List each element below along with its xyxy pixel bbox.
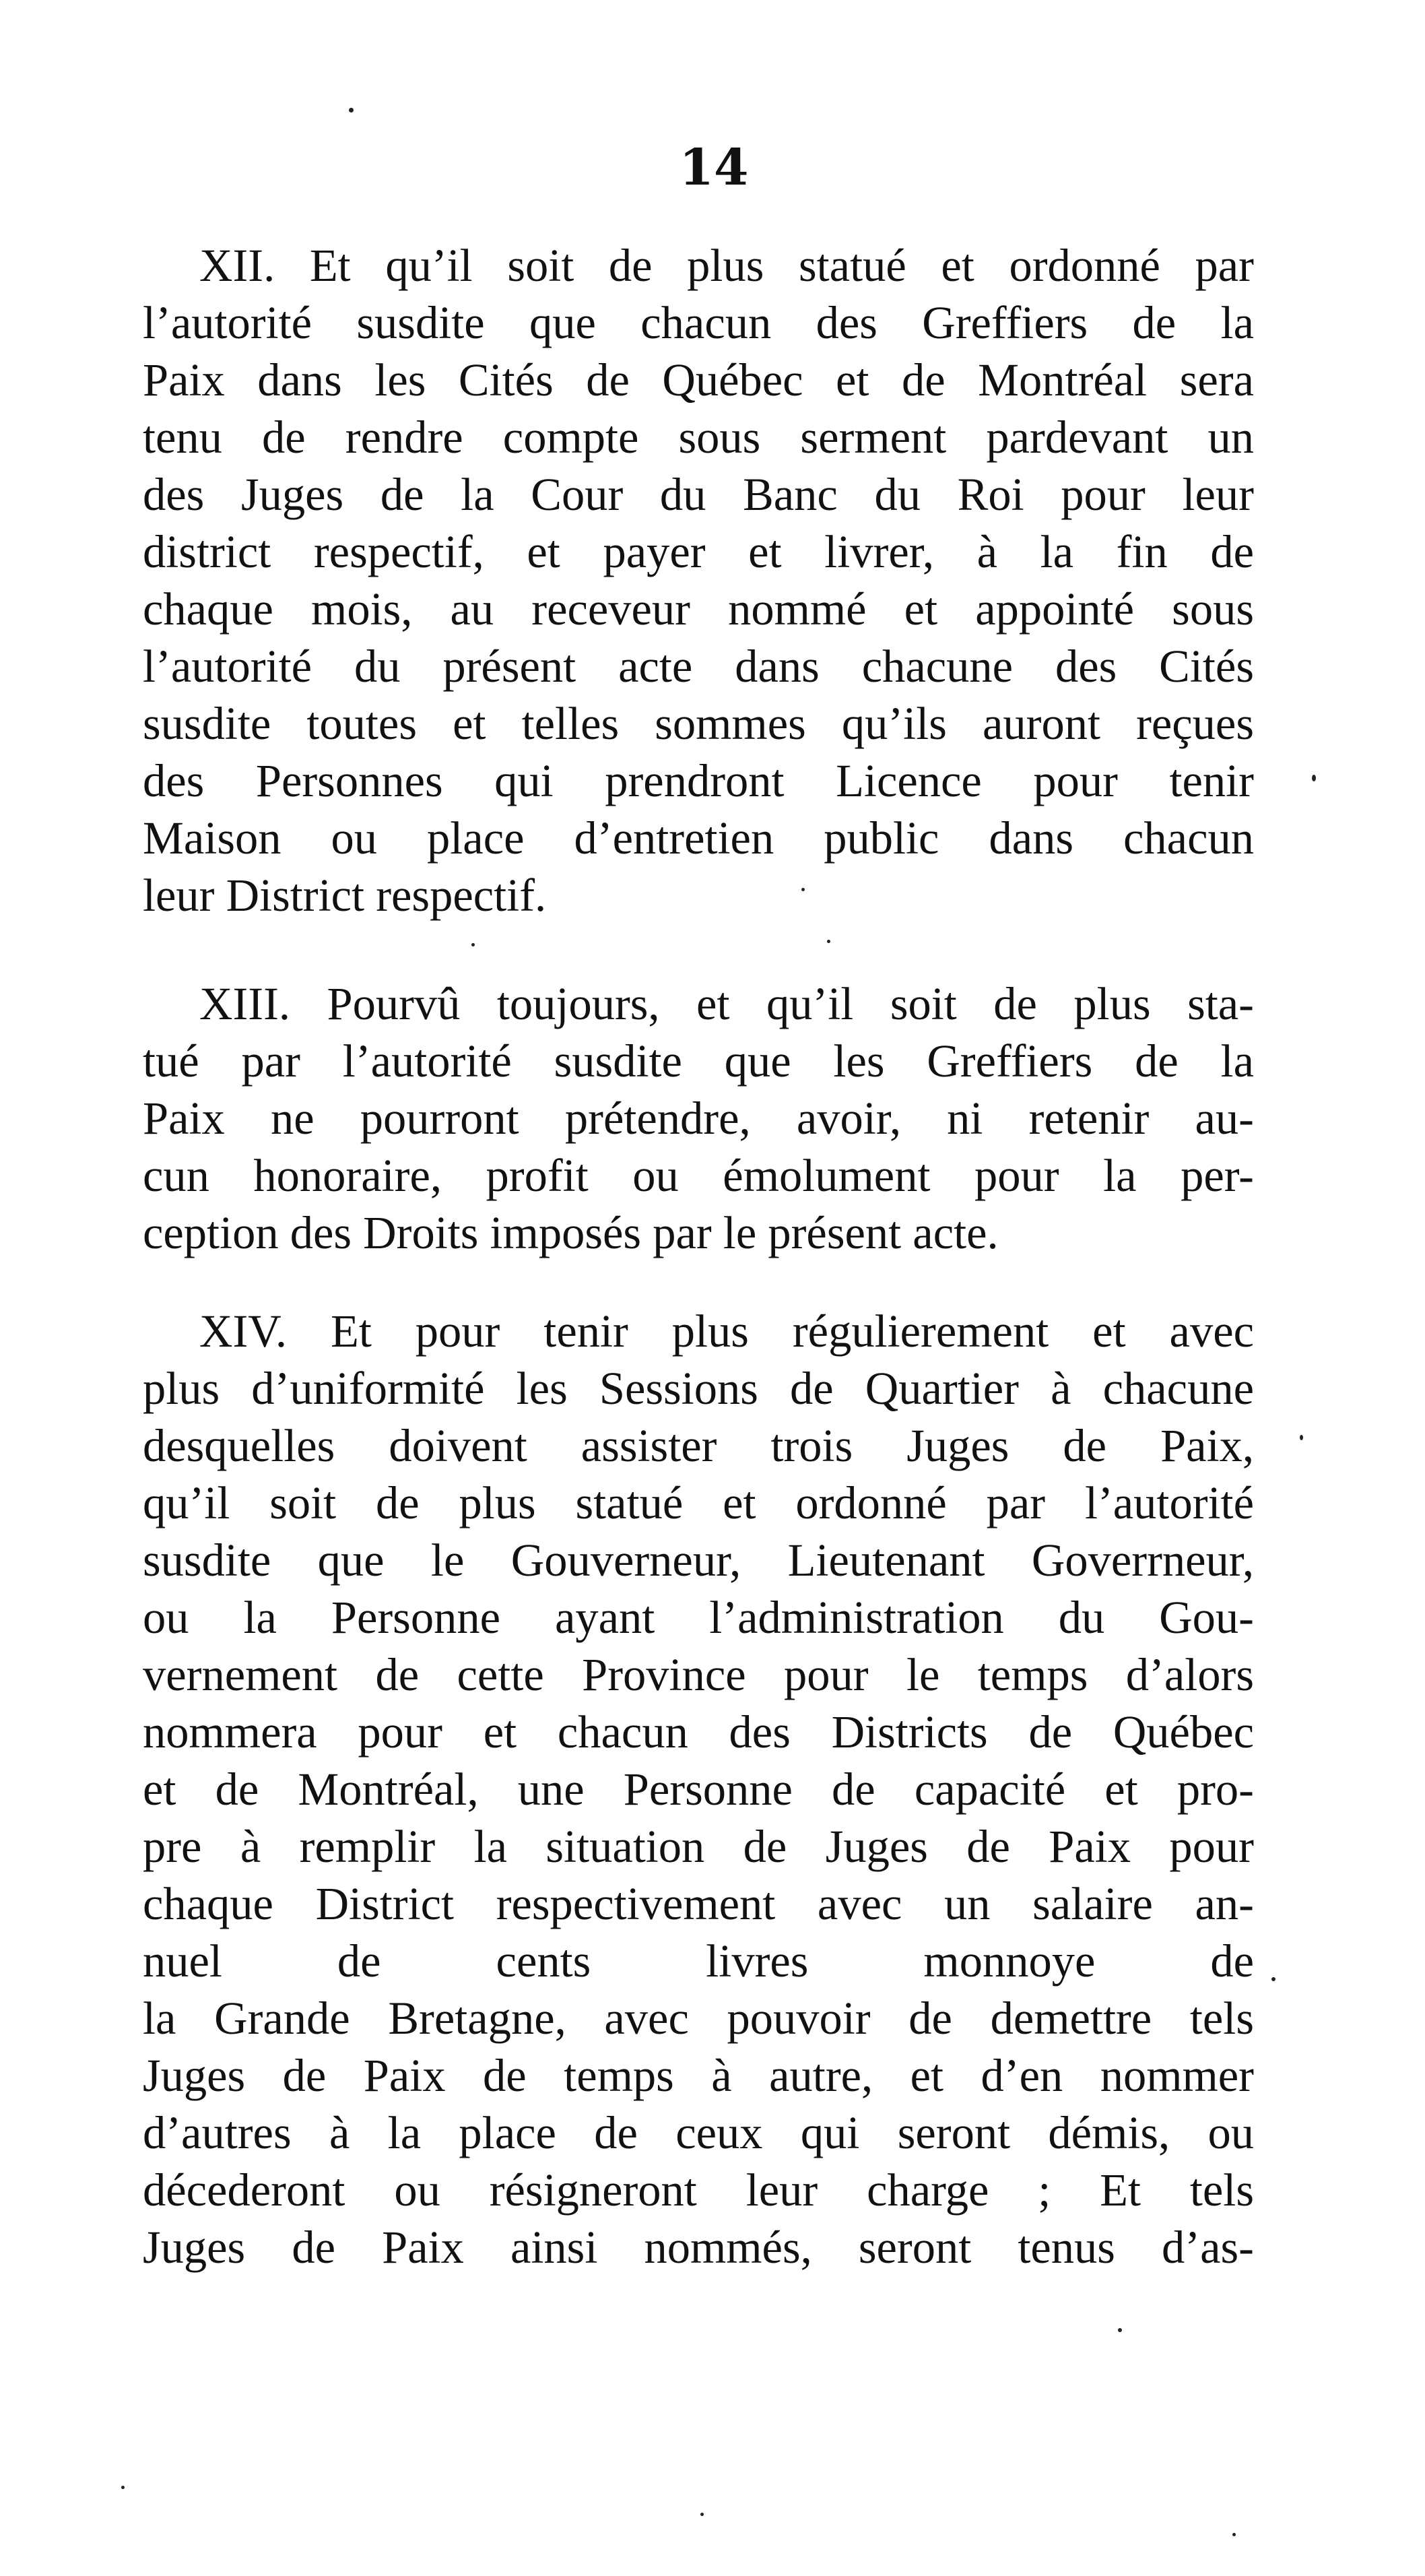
article-line: l’autorité susdite que chacun des Greffiers de la (143, 297, 1254, 348)
article-line: chaque District respectivement avec un salaire an- (143, 1878, 1254, 1929)
scan-speck (1118, 2328, 1122, 2332)
article-line: chaque mois, au receveur nommé et appointé sous (143, 583, 1254, 635)
article-line: tué par l’autorité susdite que les Greffiers de la (143, 1035, 1254, 1087)
scan-speck (827, 940, 830, 943)
article-line: XII. Et qu’il soit de plus statué et ordonné par (199, 240, 1254, 291)
scan-speck (1271, 1977, 1275, 1981)
article-line: des Juges de la Cour du Banc du Roi pour leur (143, 469, 1254, 520)
article-line: ou la Personne ayant l’administration du Gou- (143, 1592, 1254, 1643)
article-line: ception des Droits imposés par le présent acte. (143, 1207, 999, 1258)
scan-speck (801, 888, 805, 891)
article-line: décederont ou résigneront leur charge ; Et tels (143, 2164, 1254, 2216)
article-line: XIV. Et pour tenir plus régulierement et avec (199, 1306, 1254, 1357)
article-line: susdite toutes et telles sommes qu’ils auront reçues (143, 698, 1254, 749)
scan-speck (700, 2513, 704, 2516)
article-line: pre à remplir la situation de Juges de Paix pour (143, 1821, 1254, 1872)
article-xii (143, 237, 1254, 924)
article-line: district respectif, et payer et livrer, à la fin de (143, 526, 1254, 577)
article-xiv (143, 1303, 1254, 2276)
scan-speck (471, 943, 475, 946)
article-line: Paix ne pourront prétendre, avoir, ni retenir au- (143, 1093, 1254, 1144)
article-line: et de Montréal, une Personne de capacité et pro- (143, 1764, 1254, 1815)
article-line: nuel de cents livres monnoye de (143, 1935, 1254, 1987)
scan-speck (1300, 1435, 1303, 1440)
article-line: vernement de cette Province pour le temps d’alors (143, 1649, 1254, 1700)
article-line: leur District respectif. (143, 870, 547, 921)
article-line: qu’il soit de plus statué et ordonné par l’autorité (143, 1477, 1254, 1528)
article-line: l’autorité du présent acte dans chacune des Cités (143, 641, 1254, 692)
article-line: desquelles doivent assister trois Juges de Paix, (143, 1420, 1254, 1471)
article-line: nommera pour et chacun des Districts de Québec (143, 1706, 1254, 1758)
article-line: cun honoraire, profit ou émolument pour la per- (143, 1150, 1254, 1201)
article-xiii (143, 975, 1254, 1262)
scan-speck (1232, 2533, 1236, 2536)
scan-speck (349, 108, 354, 112)
article-line: Maison ou place d’entretien public dans chacun (143, 812, 1254, 864)
scan-speck (1312, 775, 1316, 781)
page-number: 14 (679, 139, 749, 197)
article-line: d’autres à la place de ceux qui seront démis, ou (143, 2107, 1254, 2158)
article-line: des Personnes qui prendront Licence pour tenir (143, 755, 1254, 806)
article-line: plus d’uniformité les Sessions de Quartier à chacune (143, 1363, 1254, 1414)
article-line: Juges de Paix de temps à autre, et d’en nommer (143, 2050, 1254, 2101)
article-line: XIII. Pourvû toujours, et qu’il soit de plus sta- (199, 978, 1254, 1029)
article-line: Paix dans les Cités de Québec et de Montréal sera (143, 354, 1254, 406)
article-line: Juges de Paix ainsi nommés, seront tenus d’as- (143, 2222, 1254, 2273)
article-line: tenu de rendre compte sous serment pardevant un (143, 412, 1254, 463)
article-line: la Grande Bretagne, avec pouvoir de demettre tels (143, 1993, 1254, 2044)
article-line: susdite que le Gouverneur, Lieutenant Goverrneur, (143, 1535, 1254, 1586)
scan-speck (121, 2486, 125, 2489)
